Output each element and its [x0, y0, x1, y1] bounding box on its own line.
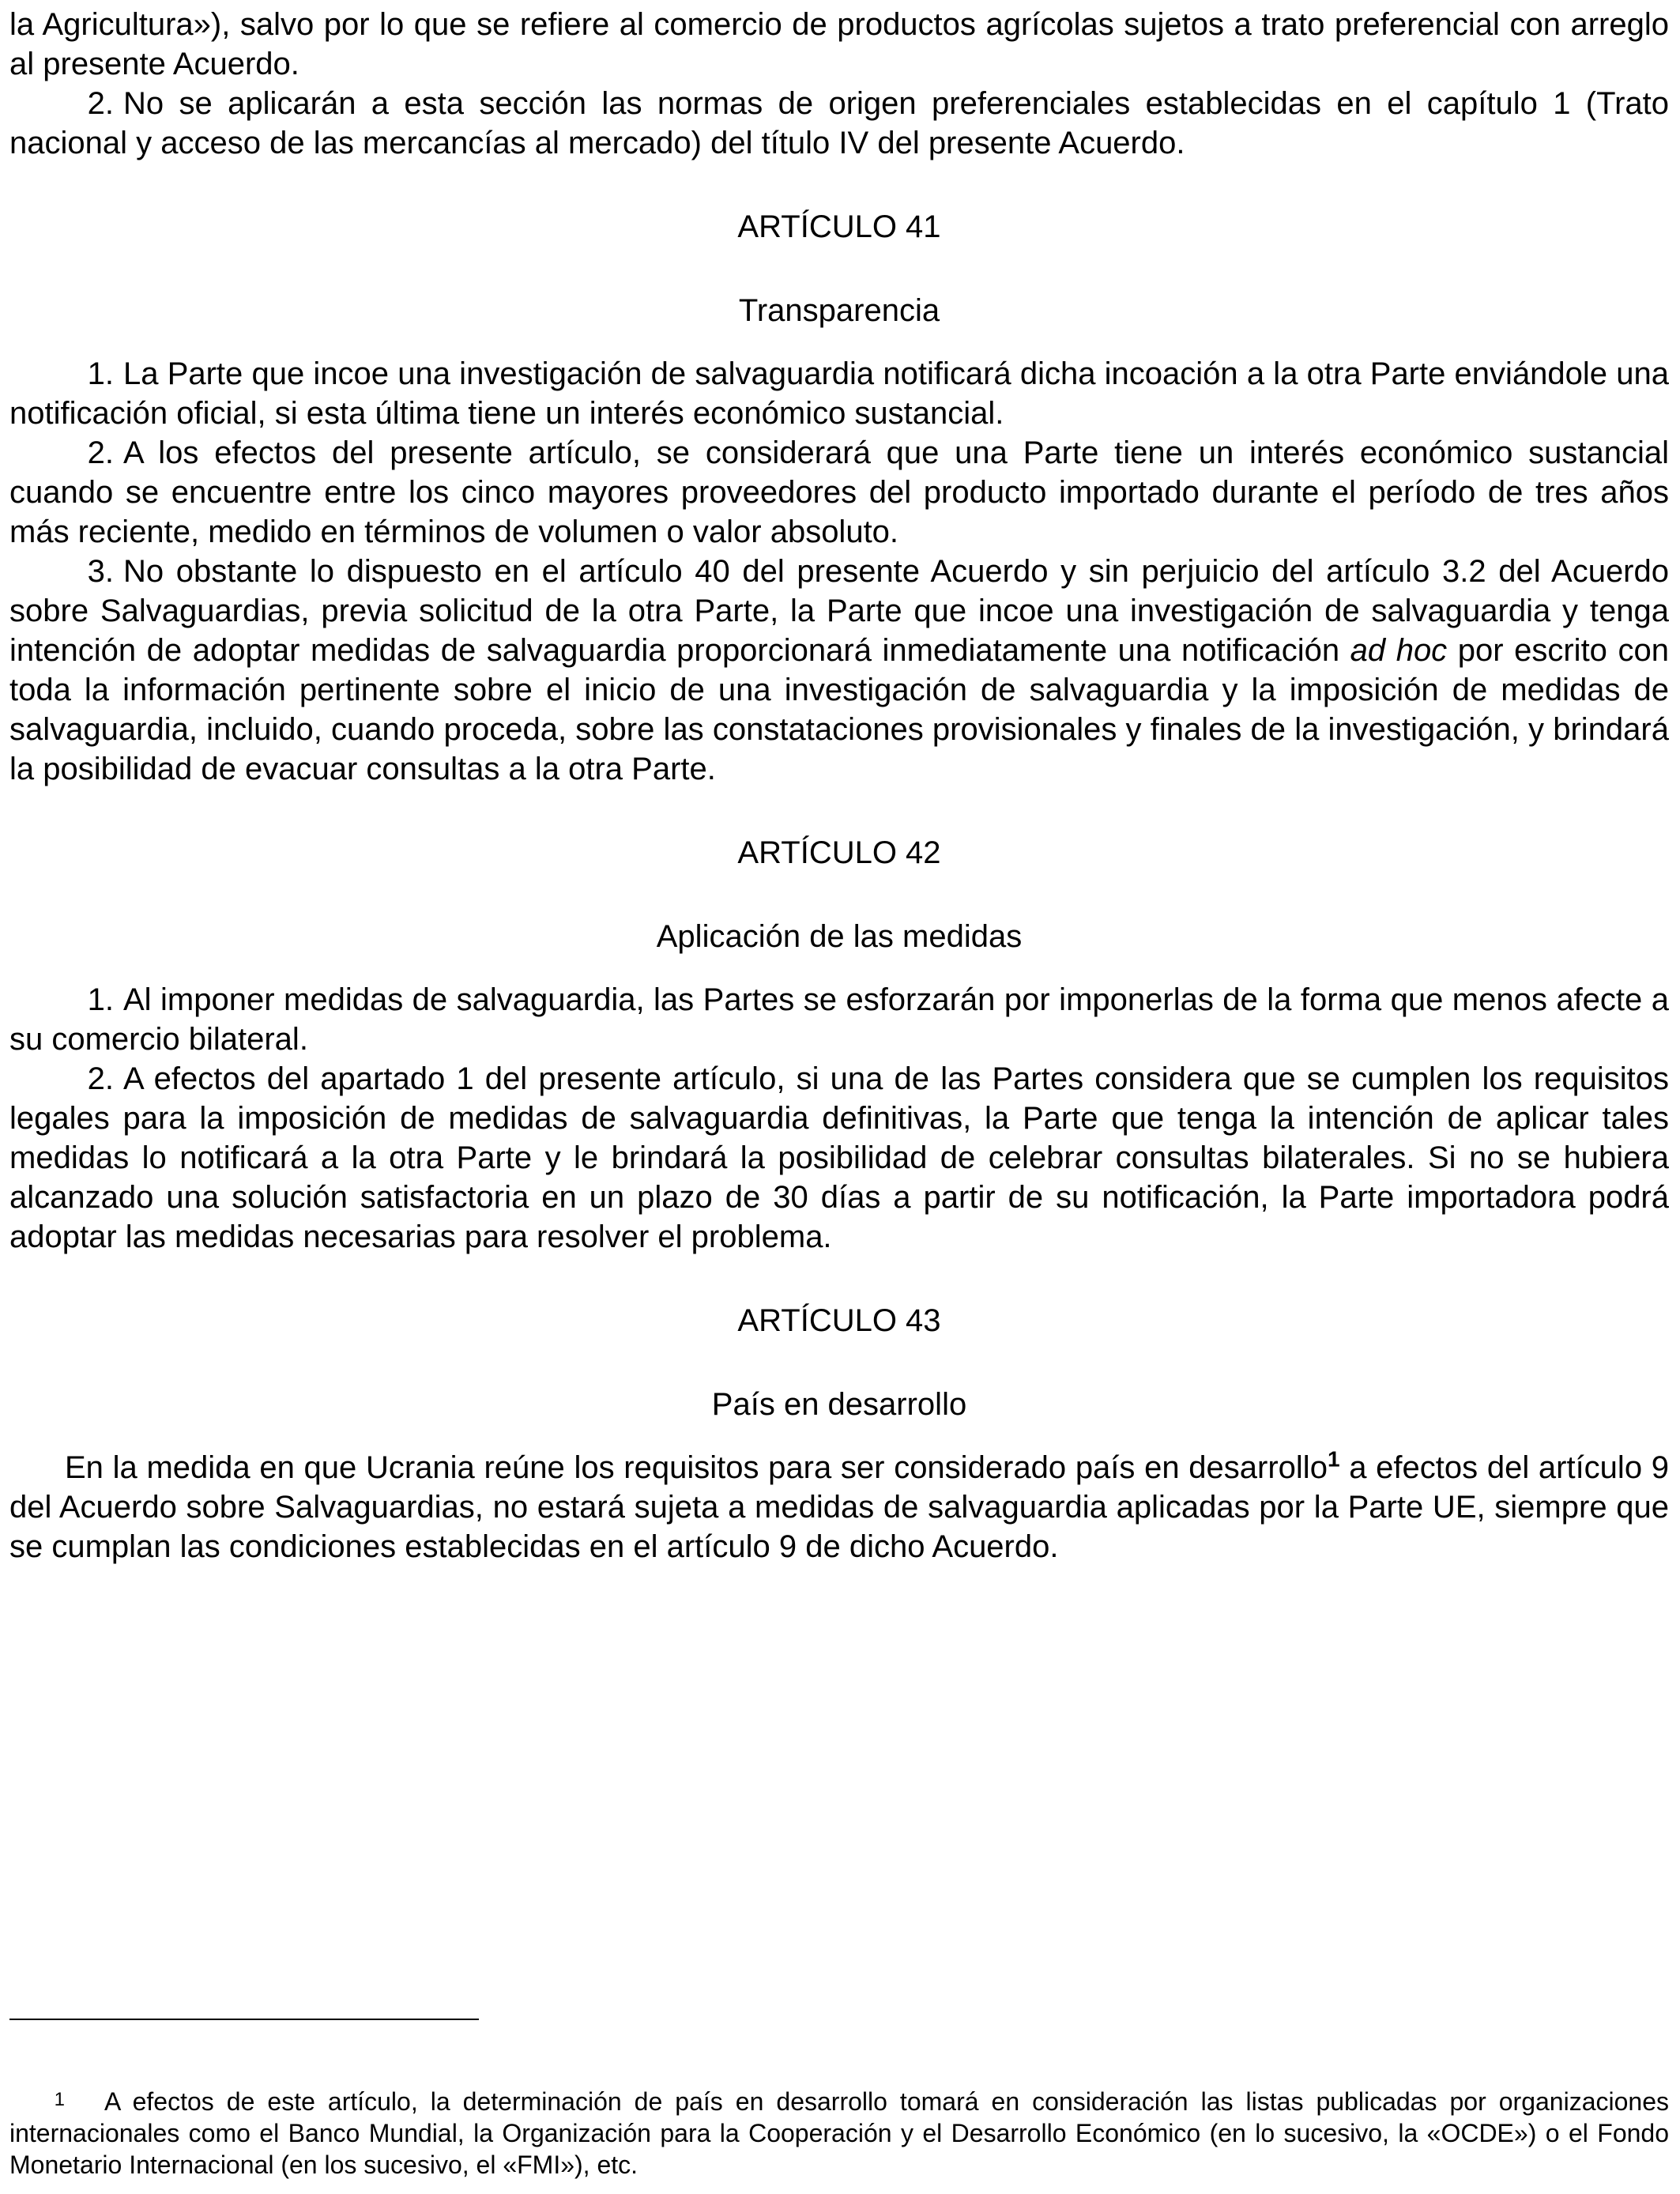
paragraph-number: 1. — [87, 356, 114, 391]
article-41-paragraph-2 — [9, 433, 1669, 552]
article-41-paragraph-3 — [9, 552, 1669, 789]
footnote-number: 1 — [54, 2089, 65, 2110]
footnote — [9, 2084, 1669, 2181]
article-41-number: ARTÍCULO 41 — [737, 209, 941, 244]
paragraph-text: No obstante lo dispuesto en el artículo 40 del presente Acuerdo y sin perjuicio del artículo 3.2 del Acuerdo sobre Salvaguardias, previa solicitud de la otra Parte, la Parte que incoe una investigación de salvaguardia y tenga intención de adoptar medidas de salvaguardia proporcionará inmediatamente una notificación — [9, 554, 1669, 668]
paragraph-text: En la medida en que Ucrania reúne los requisitos para ser considerado país en desarrollo — [65, 1450, 1328, 1485]
article-41-title: Transparencia — [738, 293, 940, 328]
paragraph-text: A efectos del apartado 1 del presente artículo, si una de las Partes considera que se cumplen los requisitos legales para la imposición de medidas de salvaguardia definitivas, la Parte que tenga la intención de aplicar tales medidas lo notificará a la otra Parte y le brindará la posibilidad de celebrar consultas bilaterales. Si no se hubiera alcanzado una solución satisfactoria en un plazo de 30 días a partir de su notificación, la Parte importadora podrá adoptar las medidas necesarias para resolver el problema. — [9, 1061, 1669, 1254]
paragraph-text: A los efectos del presente artículo, se considerará que una Parte tiene un interés económico sustancial cuando se encuentre entre los cinco mayores proveedores del producto importado durante el período de tres años más reciente, medido en términos de volumen o valor absoluto. — [9, 435, 1669, 549]
intro-paragraph-1: la Agricultura»), salvo por lo que se refiere al comercio de productos agrícolas sujetos a trato preferencial con arreglo al presente Acuerdo. — [9, 7, 1669, 81]
article-42-title: Aplicación de las medidas — [656, 919, 1023, 954]
paragraph-number: 2. — [87, 86, 114, 121]
footnote-text: A efectos de este artículo, la determinación de país en desarrollo tomará en consideración las listas publicadas por organizaciones internacionales como el Banco Mundial, la Organización para la Cooperación y el Desarrollo Económico (en lo sucesivo, la «OCDE») o el Fondo Monetario Internacional (en los sucesivo, el «FMI»), etc. — [9, 2087, 1669, 2179]
article-42-paragraph-1 — [9, 980, 1669, 1059]
paragraph-number: 2. — [87, 1061, 114, 1096]
paragraph-text: No se aplicarán a esta sección las normas de origen preferenciales establecidas en el capítulo 1 (Trato nacional y acceso de las mercancías al mercado) del título IV del presente Acuerdo. — [9, 86, 1669, 160]
paragraph-text: Al imponer medidas de salvaguardia, las Partes se esforzarán por imponerlas de la forma que menos afecte a su comercio bilateral. — [9, 982, 1669, 1057]
paragraph-text: a efectos del artículo 9 del Acuerdo sobre Salvaguardias, no estará sujeta a medidas de salvaguardia aplicadas por la Parte UE, siempre que se cumplan las condiciones establecidas en el artículo 9 de dicho Acuerdo. — [9, 1450, 1670, 1564]
paragraph-number: 2. — [87, 435, 114, 470]
paragraph-text: por escrito con toda la información pertinente sobre el inicio de una investigación de salvaguardia y la imposición de medidas de salvaguardia, incluido, cuando proceda, sobre las constataciones provisionales y finales de la investigación, y brindará la posibilidad de evacuar consultas a la otra Parte. — [9, 633, 1669, 786]
paragraph-italic-text: ad hoc — [1350, 633, 1448, 668]
article-41-paragraph-1 — [9, 354, 1669, 433]
paragraph-number: 1. — [87, 982, 114, 1017]
intro-paragraph-2 — [9, 84, 1669, 163]
footnote-separator — [9, 2019, 479, 2020]
document-page — [9, 0, 1669, 1566]
paragraph-text: La Parte que incoe una investigación de salvaguardia notificará dicha incoación a la otra Parte enviándole una notificación oficial, si esta última tiene un interés económico sustancial. — [9, 356, 1669, 431]
article-43-number: ARTÍCULO 43 — [737, 1303, 941, 1338]
paragraph-number: 3. — [87, 554, 114, 589]
article-42-paragraph-2 — [9, 1059, 1669, 1257]
article-43-paragraph-1 — [9, 1448, 1669, 1566]
article-42-number: ARTÍCULO 42 — [737, 835, 941, 870]
footnote-reference[interactable]: 1 — [1327, 1446, 1340, 1472]
article-43-title: País en desarrollo — [711, 1387, 967, 1422]
